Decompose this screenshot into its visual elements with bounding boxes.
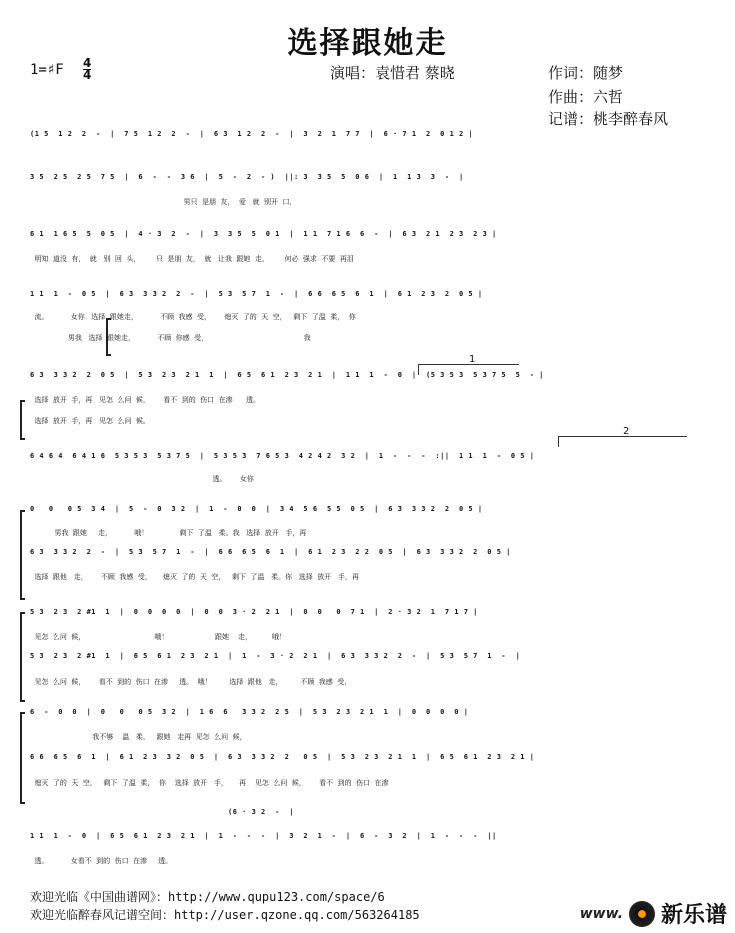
- notation-line: 1 1 1 - 0 | 6 5 6 1 2 3 2 1 | 1 - - - | 3 2 1 - | 6 - 3 2 | 1 - - - ||: [30, 832, 497, 840]
- notation-line: 6 6 6 5 6 1 | 6 1 2 3 3 2 0 5 | 6 3 3 3 2 2 0 5 | 5 3 2 3 2 1 1 | 6 5 6 1 2 3 2 1 |: [30, 753, 535, 761]
- vinyl-disc-icon: [629, 901, 655, 927]
- lyric-line: 透。 女看不 到的 伤口 在渗 透。: [30, 857, 173, 865]
- volta-1: 1: [418, 364, 519, 375]
- notation-line: 6 1 1 6 5 5 0 5 | 4 · 3 2 - | 3 3 5 5 0 1 | 1 1 7 1 6 6 - | 6 3 2 1 2 3 2 3 |: [30, 230, 497, 238]
- lyric-line: 见怎 么问 候， 哦！ 跟她 走， 哦！: [30, 633, 286, 641]
- key-signature: 1=♯F: [30, 62, 64, 78]
- singers: 演唱：袁惜君 蔡晓: [330, 64, 455, 82]
- lyric-line: 选择 放开 手，再 见怎 么问 候， 看不 到的 伤口 在渗 透。: [30, 396, 260, 404]
- transcriber: 记谱：桃李醉春风: [548, 110, 669, 128]
- notation-line: 6 3 3 3 2 2 - | 5 3 5 7 1 - | 6 6 6 5 6 1 | 6 1 2 3 2 2 0 5 | 6 3 3 3 2 2 0 5 |: [30, 548, 511, 556]
- lyric-line: 男我 选择 跟她走， 不顾 你感 受， 我: [30, 334, 311, 342]
- notation-line: (6 · 3 2 - |: [30, 808, 295, 816]
- notation-line: (1 5 1 2 2 - | 7 5 1 2 2 - | 6 3 1 2 2 - | 3 2 1 7 7 | 6 · 7 1 2 0 1 2 |: [30, 130, 474, 138]
- logo-site-text: www.: [579, 905, 623, 922]
- notation-line: 5 3 2 3 2 #1 1 | 6 5 6 1 2 3 2 1 | 1 - 3 · 2 2 1 | 6 3 3 3 2 2 - | 5 3 5 7 1 - |: [30, 652, 521, 660]
- notation-line: 6 4 6 4 6 4 1 6 5 3 5 3 5 3 7 5 | 5 3 5 3 7 6 5 3 4 2 4 2 3 2 | 1 - - - :|| 1 1 1 - 0 5 |: [30, 452, 535, 460]
- notation-line: 0 0 0 5 3 4 | 5 - 0 3 2 | 1 - 0 0 | 3 4 5 6 5 5 0 5 | 6 3 3 3 2 2 0 5 |: [30, 505, 483, 513]
- volta-2: 2: [558, 436, 687, 447]
- lyricist: 作词：随梦: [548, 64, 624, 82]
- lyric-line: 流。 女你 选择 跟她走， 不顾 我感 受， 熄灭 了的 天 空， 剩下 了温 柔， 你: [30, 313, 356, 321]
- notation-line: 6 - 0 0 | 0 0 0 5 3 2 | 1 6 6 3 3 2 2 5 | 5 3 2 3 2 1 1 | 0 0 0 0 |: [30, 708, 469, 716]
- notation-line: 3 5 2 5 2 5 7 5 | 6 - - 3 6 | 5 - 2 - ) ||: 3 3 5 5 0 6 | 1 1 3 3 - |: [30, 173, 464, 181]
- footer-line-2: 欢迎光临醉春风记谱空间：http://user.qzone.qq.com/563264185: [30, 908, 420, 922]
- footer-line-1: 欢迎光临《中国曲谱网》：http://www.qupu123.com/space/6: [30, 890, 385, 904]
- notation-line: 6 3 3 3 2 2 0 5 | 5 3 2 3 2 1 1 | 6 5 6 1 2 3 2 1 | 1 1 1 - 0 | (5 3 5 3 5 3 7 5 5 - |: [30, 371, 544, 379]
- lyric-line: 我不够 温 柔， 跟她 走再 见怎 么问 候，: [30, 733, 247, 741]
- notation-line: 5 3 2 3 2 #1 1 | 0 0 0 0 | 0 0 3 · 2 2 1 | 0 0 0 7 1 | 2 · 3 2 1 7 1 7 |: [30, 608, 478, 616]
- lyric-line: 选择 放开 手，再 见怎 么问 候。: [30, 417, 150, 425]
- lyric-line: 透。 女你: [30, 475, 254, 483]
- time-bottom: 4: [83, 68, 92, 82]
- lyric-line: 选择 跟他 走， 不顾 我感 受， 熄灭 了的 天 空， 剩下 了温 柔。你 选择 放开 手，再: [30, 573, 359, 581]
- lyric-line: 熄灭 了的 天 空， 剩下 了温 柔， 你 选择 放开 手， 再 见怎 么问 候， 看不 到的 伤口 在渗: [30, 779, 389, 787]
- logo-text: 新乐谱: [660, 903, 727, 928]
- lyric-line: 男只 是朋 友， 爱 就 别开 口，: [30, 198, 297, 206]
- page-title: 选择跟她走: [287, 26, 448, 61]
- composer: 作曲：六哲: [548, 88, 624, 106]
- notation-line: 1 1 1 - 0 5 | 6 3 3 3 2 2 - | 5 3 5 7 1 - | 6 6 6 5 6 1 | 6 1 2 3 2 0 5 |: [30, 290, 483, 298]
- site-logo: [580, 898, 727, 929]
- lyric-line: 男我 跟她 走， 哦！ 剩下 了温 柔。我 选择 放开 手，再: [30, 529, 307, 537]
- time-signature: [83, 58, 91, 81]
- time-top: 4: [83, 56, 92, 70]
- lyric-line: 明知 道没 有， 就 别 回 头， 只 是朋 友， 就 让我 跟她 走， 何必 强求 不要 再泪: [30, 255, 354, 263]
- lyric-line: 见怎 么问 候， 看不 到的 伤口 在渗 透。 哦！ 选择 跟他 走， 不顾 我感 受，: [30, 678, 352, 686]
